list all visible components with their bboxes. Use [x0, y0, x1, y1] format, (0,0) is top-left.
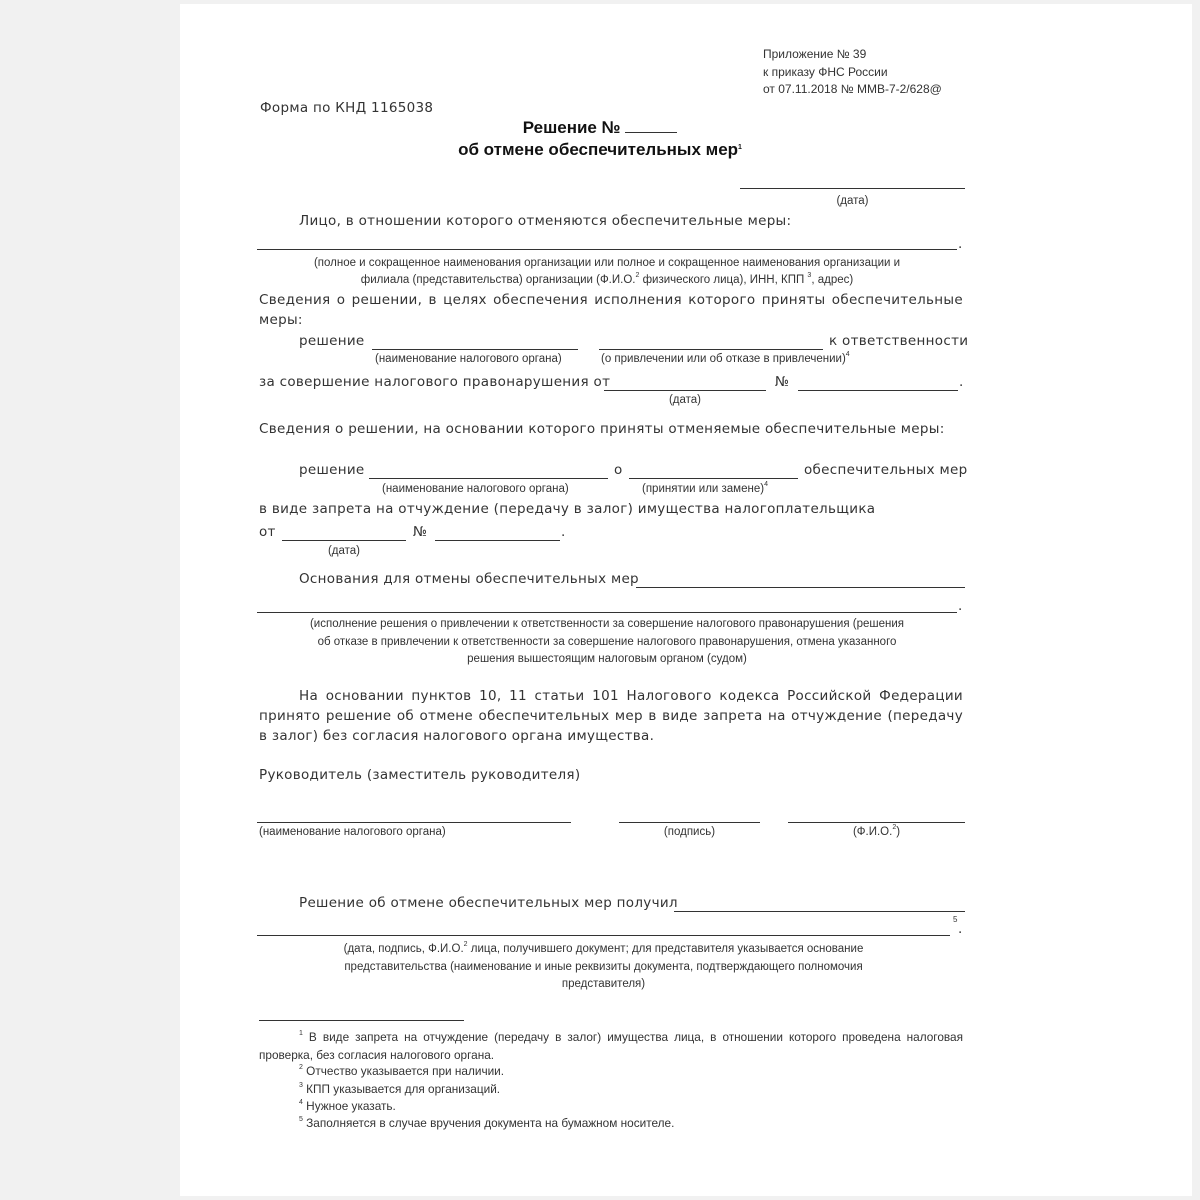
appendix-line-3: от 07.11.2018 № ММВ-7-2/628@	[763, 82, 942, 96]
footnote-ref: 5	[953, 915, 958, 924]
period: .	[959, 374, 964, 390]
head-name-caption: (Ф.И.О.$^2$)	[852, 824, 901, 838]
received-field-1[interactable]	[674, 911, 965, 912]
person-caption	[257, 255, 957, 288]
head-name-field[interactable]	[788, 822, 965, 823]
measures-label: обеспечительных мер	[804, 462, 968, 478]
footnote-5: $^5$ Заполняется в случае вручения документа на бумажном носителе.	[299, 1116, 675, 1130]
grounds-label: Основания для отмены обеспечительных мер	[299, 571, 639, 587]
decision-label-2: решение	[299, 462, 365, 478]
date-caption: (дата)	[836, 195, 869, 207]
resolution-paragraph: На основании пунктов 10, 11 статьи 101 Налогового кодекса Российской Федерации принято решение об отмене обеспечительных мер в виде запрета на отчуждение (передачу в залог) без согласия налогового органа имущества.	[259, 688, 963, 744]
adoption-caption: (принятии или замене)$^4$	[642, 481, 768, 495]
number-sign-2: №	[413, 524, 428, 540]
received-caption-line-2: представительства (наименование и иные реквизиты документа, подтверждающего полномочия	[344, 960, 863, 973]
person-caption-line-1: (полное и сокращенное наименования организации или полное и сокращенное наименования организации и	[313, 257, 901, 269]
ban-date-field[interactable]	[282, 540, 406, 541]
date-field[interactable]	[740, 188, 965, 189]
received-label: Решение об отмене обеспечительных мер получил	[299, 895, 678, 911]
liability-label: к ответственности	[829, 333, 969, 349]
document-page	[180, 4, 1192, 1196]
footnote-2: $^2$ Отчество указывается при наличии.	[299, 1064, 505, 1078]
from-label: от	[259, 524, 276, 540]
grounds-caption-line-1: (исполнение решения о привлечении к ответственности за совершение налогового правонарушения (решения	[309, 618, 905, 630]
title-line-1: Решение №	[522, 118, 621, 137]
footnote-3: $^3$ КПП указывается для организаций.	[299, 1082, 501, 1096]
page-subtitle	[400, 140, 800, 160]
appendix-line-1: Приложение № 39	[763, 47, 867, 61]
tax-authority-field-1[interactable]	[372, 349, 578, 350]
received-field-2[interactable]	[257, 935, 950, 936]
grounds-field-2[interactable]	[257, 612, 957, 613]
footnote-ref: 1	[738, 144, 742, 151]
grounds-caption	[257, 616, 957, 669]
period: .	[958, 236, 963, 252]
ban-date-caption: (дата)	[327, 545, 361, 557]
grounds-caption-line-2: об отказе в привлечении к ответственности за совершение налогового правонарушения, отмена указанного	[317, 635, 897, 648]
footnote-1: $^1$ В виде запрета на отчуждение (передачу в залог) имущества лица, в отношении которого проведена налоговая проверка, без согласия налогового органа.	[259, 1030, 963, 1062]
appendix-line-2: к приказу ФНС России	[763, 64, 888, 79]
offense-number-field[interactable]	[798, 390, 958, 391]
page-title	[400, 118, 800, 138]
grounds-field-1[interactable]	[636, 587, 965, 588]
number-field[interactable]	[625, 118, 677, 133]
received-caption-line-1: (дата, подпись, Ф.И.О.$^2$ лица, получившего документ; для представителя указывается основание	[343, 941, 864, 955]
footnote-4: $^4$ Нужное указать.	[299, 1099, 396, 1113]
period: .	[561, 524, 566, 540]
received-caption-line-3: представителя)	[561, 978, 646, 990]
footnote-separator	[259, 1020, 464, 1021]
period: .	[958, 598, 963, 614]
tax-authority-caption-2: (наименование налогового органа)	[382, 483, 569, 495]
offense-label: за совершение налогового правонарушения от	[259, 374, 611, 390]
offense-date-caption: (дата)	[668, 394, 702, 406]
person-field[interactable]	[257, 249, 957, 250]
head-authority-field[interactable]	[257, 822, 571, 823]
ban-number-field[interactable]	[435, 540, 560, 541]
info-decision-paragraph: Сведения о решении, в целях обеспечения исполнения которого приняты обеспечительные меры:	[259, 292, 963, 328]
head-label: Руководитель (заместитель руководителя)	[259, 767, 581, 783]
appendix-note	[763, 46, 942, 99]
head-signature-caption: (подпись)	[663, 826, 716, 838]
grounds-caption-line-3: решения вышестоящим налоговым органом (судом)	[467, 653, 747, 665]
about-label: о	[614, 462, 623, 478]
title-line-2: об отмене обеспечительных мер	[458, 140, 739, 159]
liability-caption: (о привлечении или об отказе в привлечении)$^4$	[601, 351, 850, 365]
tax-authority-field-2[interactable]	[369, 478, 608, 479]
person-caption-line-2: филиала (представительства) организации (Ф.И.О.$^2$ физического лица), ИНН, КПП $^3$, адрес)	[360, 271, 854, 286]
decision-label-1: решение	[299, 333, 365, 349]
offense-date-field[interactable]	[604, 390, 766, 391]
person-label: Лицо, в отношении которого отменяются обеспечительные меры:	[299, 213, 792, 229]
received-caption	[257, 941, 950, 994]
form-code: Форма по КНД 1165038	[260, 100, 434, 116]
adoption-field[interactable]	[629, 478, 798, 479]
liability-field[interactable]	[599, 349, 823, 350]
head-authority-caption: (наименование налогового органа)	[259, 826, 446, 838]
tax-authority-caption-1: (наименование налогового органа)	[375, 353, 562, 365]
ban-paragraph: в виде запрета на отчуждение (передачу в залог) имущества налогоплательщика	[259, 501, 876, 517]
head-signature-field[interactable]	[619, 822, 760, 823]
period: .	[958, 921, 963, 937]
number-sign-1: №	[775, 374, 790, 390]
info-basis-paragraph: Сведения о решении, на основании которого приняты отменяемые обеспечительные меры:	[259, 421, 945, 437]
